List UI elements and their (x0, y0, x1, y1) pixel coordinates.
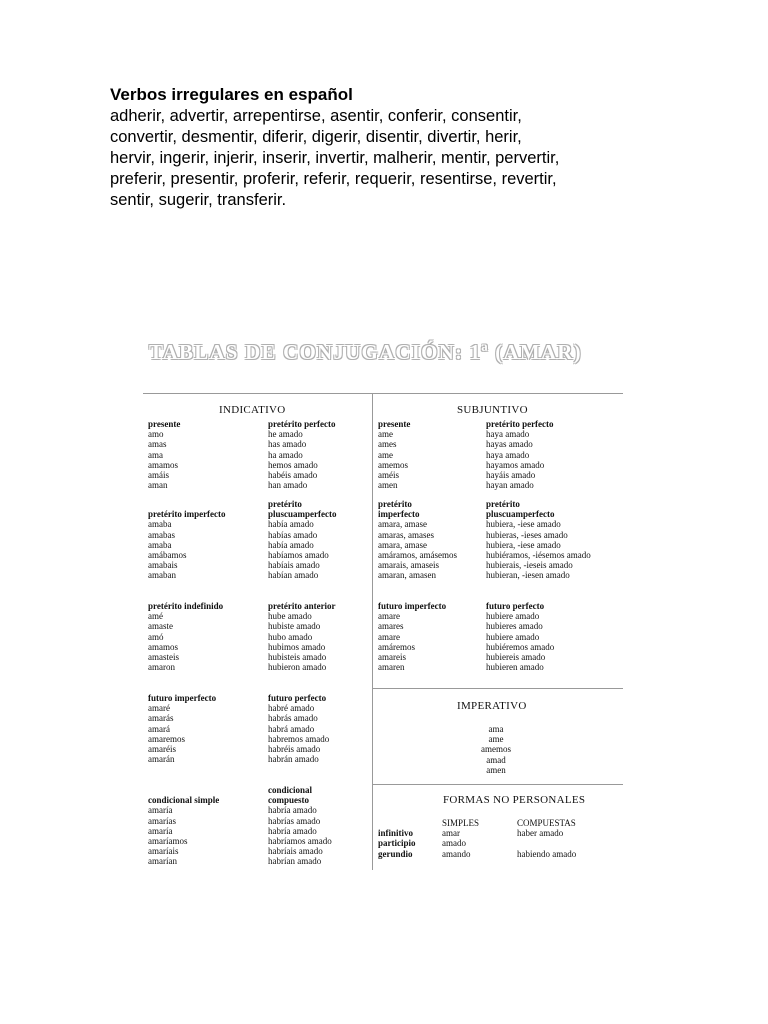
verb-form: amaran, amasen (378, 570, 436, 581)
verb-form: amábamos (148, 550, 187, 560)
verb-form: amarías (148, 815, 176, 826)
verb-form: hubiera, -iese amado (486, 519, 561, 530)
np-compuesta: haber amado (517, 828, 564, 839)
verb-form: habrá amado (268, 723, 315, 734)
verb-form: ame (378, 429, 393, 440)
verb-form: amaba (148, 519, 172, 530)
verb-form: amaréis (148, 744, 176, 755)
verb-form: hubiere amado (486, 631, 540, 642)
tense-header: condicional simple (148, 795, 220, 806)
verb-form: hubiereis amado (486, 652, 546, 663)
verb-list-line: sentir, sugerir, transferir. (110, 191, 287, 209)
verb-form: habrás amado (268, 713, 318, 724)
verb-form: hubieras, -ieses amado (486, 529, 568, 540)
np-simple: amando (442, 848, 471, 859)
verb-form: amares (378, 621, 404, 632)
verb-form: habrían amado (268, 856, 322, 867)
verb-form: hayamos amado (486, 459, 545, 470)
tense-header: compuesto (268, 795, 309, 806)
verb-list-line: adherir, advertir, arrepentirse, asentir, conferir, consentir, (110, 107, 522, 125)
tense-header: pretérito imperfecto (148, 509, 226, 520)
np-simple: amar (442, 828, 460, 839)
verb-form: hayan amado (486, 480, 534, 491)
verb-form: amarían (148, 856, 177, 867)
subjuntivo-bottom-rule (372, 688, 623, 689)
verb-form: hubierais, -ieseis amado (486, 560, 573, 571)
table-center-rule (372, 393, 373, 870)
verb-list-line: hervir, ingerir, injerir, inserir, invertir, malherir, mentir, pervertir, (110, 149, 560, 167)
imperativo-form: ama (488, 724, 504, 734)
verb-form: habréis amado (268, 744, 321, 755)
verb-form: hubieres amado (486, 621, 543, 632)
indicativo-tense-column (148, 419, 180, 490)
verb-form: habían amado (268, 570, 319, 581)
subjuntivo-tense-column (486, 601, 554, 672)
subjuntivo-tense-column (378, 499, 457, 581)
indicativo-tense-column (148, 785, 219, 867)
subjuntivo-tense-column (378, 601, 446, 672)
verb-form: amaríais (148, 846, 179, 857)
verb-form: han amado (268, 480, 308, 491)
verb-form: haya amado (486, 449, 530, 460)
indicativo-heading: INDICATIVO (219, 404, 286, 416)
tense-header: presente (148, 419, 181, 429)
np-label: infinitivo (378, 828, 414, 839)
imperativo-form: ame (488, 734, 504, 745)
verb-form: hubiste amado (268, 621, 321, 632)
verb-form: amáremos (378, 641, 415, 652)
verb-form: améis (378, 470, 399, 481)
verb-form: amáramos, amásemos (378, 550, 457, 561)
verb-form: amaremos (148, 733, 185, 744)
verb-form: habré amado (268, 703, 315, 714)
table-title: TABLAS DE CONJUGACIÓN: 1ª (AMAR) (149, 340, 582, 364)
verb-form: amaren (378, 662, 405, 673)
tense-header: futuro perfecto (268, 693, 327, 703)
verb-form: amé (148, 611, 163, 622)
tense-header: futuro perfecto (486, 601, 545, 611)
np-simples-header: SIMPLES (442, 818, 480, 828)
intro-text (110, 84, 670, 211)
verb-form: habéis amado (268, 470, 318, 481)
subjuntivo-tense-column (486, 419, 554, 490)
verb-form: amaste (148, 621, 173, 632)
subjuntivo-tense-column (486, 499, 591, 581)
np-row (378, 828, 576, 838)
tense-header: pluscuamperfecto (268, 509, 337, 520)
verb-form: ames (378, 439, 397, 450)
formas-no-personales-table (378, 818, 576, 859)
verb-form: había amado (268, 539, 314, 550)
verb-form: ha amado (268, 449, 303, 460)
indicativo-tense-column (268, 785, 332, 867)
verb-form: habríais amado (268, 846, 323, 857)
np-row (378, 849, 576, 859)
verb-form: hubo amado (268, 631, 313, 642)
verb-form: hubieron amado (268, 662, 327, 673)
verb-form: amo (148, 429, 164, 440)
verb-form: amaría (148, 825, 173, 836)
verb-form: habías amado (268, 529, 318, 540)
verb-form: amó (148, 631, 164, 642)
tense-header: pretérito (378, 499, 412, 509)
indicativo-tense-column (268, 419, 336, 490)
verb-form: hubieren amado (486, 662, 544, 673)
verb-form: habría amado (268, 805, 317, 816)
verb-form: hubieran, -iesen amado (486, 570, 570, 581)
np-header-row (378, 818, 576, 828)
verb-form: amará (148, 723, 170, 734)
indicativo-tense-column (268, 693, 329, 764)
verb-form: amamos (148, 641, 178, 652)
tense-header (148, 499, 226, 509)
subjuntivo-tense-column (378, 419, 410, 490)
verb-form: hubiere amado (486, 611, 540, 622)
verb-form: amaré (148, 703, 170, 714)
indicativo-tense-column (148, 499, 226, 581)
verb-form: hubisteis amado (268, 652, 327, 663)
verb-form: habremos amado (268, 733, 330, 744)
imperativo-bottom-rule (372, 784, 623, 785)
tense-header: presente (378, 419, 411, 429)
verb-list-line: convertir, desmentir, diferir, digerir, disentir, divertir, herir, (110, 128, 522, 146)
indicativo-tense-column (148, 693, 216, 764)
indicativo-tense-column (268, 499, 337, 581)
tense-header: pluscuamperfecto (486, 509, 555, 520)
verb-form: amara, amase (378, 539, 427, 550)
verb-form: amarais, amaseis (378, 560, 439, 571)
verb-form: habríamos amado (268, 836, 332, 847)
verb-form: aman (148, 480, 168, 491)
verb-form: ama (148, 449, 163, 460)
imperativo-form: amemos (481, 744, 511, 755)
tense-header (148, 785, 219, 795)
verb-form: he amado (268, 429, 303, 440)
verb-form: amamos (148, 459, 178, 470)
verb-form: amara, amase (378, 519, 427, 530)
document-title: Verbos irregulares en español (110, 85, 353, 104)
verb-form: amaron (148, 662, 175, 673)
verb-form: hubiéremos amado (486, 641, 555, 652)
tense-header: pretérito perfecto (268, 419, 336, 429)
conjugation-table-image (143, 336, 623, 872)
verb-form: amabais (148, 560, 178, 571)
tense-header: pretérito indefinido (148, 601, 224, 611)
verb-form: amemos (378, 459, 408, 470)
verb-form: hayas amado (486, 439, 533, 450)
verb-form: hubimos amado (268, 641, 326, 652)
verb-form: amáis (148, 470, 169, 481)
verb-form: habíamos amado (268, 550, 329, 561)
np-row (378, 838, 576, 848)
formas-no-personales-heading: FORMAS NO PERSONALES (443, 794, 586, 806)
np-label: participio (378, 838, 416, 849)
verb-form: has amado (268, 439, 307, 450)
imperativo-forms (451, 724, 541, 775)
np-label: gerundio (378, 848, 413, 859)
verb-form: amarás (148, 713, 174, 724)
tense-header: pretérito (486, 499, 520, 509)
verb-form: amasteis (148, 652, 179, 663)
verb-form: amabas (148, 529, 175, 540)
imperativo-form: amen (486, 764, 506, 775)
subjuntivo-heading: SUBJUNTIVO (457, 404, 528, 416)
verb-form: hemos amado (268, 459, 318, 470)
verb-form: habría amado (268, 825, 317, 836)
verb-form: amen (378, 480, 398, 491)
verb-form: había amado (268, 519, 314, 530)
verb-form: amaba (148, 539, 172, 550)
verb-form: amaras, amases (378, 529, 434, 540)
tense-header: futuro imperfecto (148, 693, 217, 703)
np-compuesta (517, 838, 576, 848)
verb-form: habíais amado (268, 560, 320, 571)
verb-form: hubiera, -iese amado (486, 539, 561, 550)
tense-header: pretérito perfecto (486, 419, 554, 429)
np-compuestas-header: COMPUESTAS (517, 818, 576, 828)
np-simple: amado (442, 838, 466, 849)
tense-header: futuro imperfecto (378, 601, 447, 611)
tense-header: pretérito anterior (268, 601, 336, 611)
verb-form: ame (378, 449, 393, 460)
np-compuesta: habiendo amado (517, 848, 577, 859)
imperativo-heading: IMPERATIVO (457, 700, 527, 712)
verb-form: amaríamos (148, 836, 188, 846)
verb-form: haya amado (486, 429, 530, 440)
verb-form: amare (378, 631, 400, 642)
imperativo-form: amad (486, 754, 506, 765)
verb-form: amas (148, 439, 167, 450)
verb-form: hube amado (268, 611, 312, 622)
verb-form: amaría (148, 805, 173, 816)
indicativo-tense-column (268, 601, 336, 672)
verb-form: hayáis amado (486, 470, 536, 481)
tense-header: condicional (268, 785, 313, 795)
verb-form: amarán (148, 754, 175, 765)
verb-form: habrán amado (268, 754, 319, 765)
verb-form: amareis (378, 652, 406, 663)
verb-form: amaban (148, 570, 176, 581)
indicativo-tense-column (148, 601, 223, 672)
verb-form: hubiéramos, -iésemos amado (486, 550, 591, 561)
tense-header: imperfecto (378, 509, 420, 520)
verb-form: habrías amado (268, 815, 321, 826)
verb-form: amare (378, 611, 400, 622)
tense-header: pretérito (268, 499, 302, 509)
verb-list-line: preferir, presentir, proferir, referir, requerir, resentirse, revertir, (110, 170, 557, 188)
table-top-rule (143, 393, 623, 394)
